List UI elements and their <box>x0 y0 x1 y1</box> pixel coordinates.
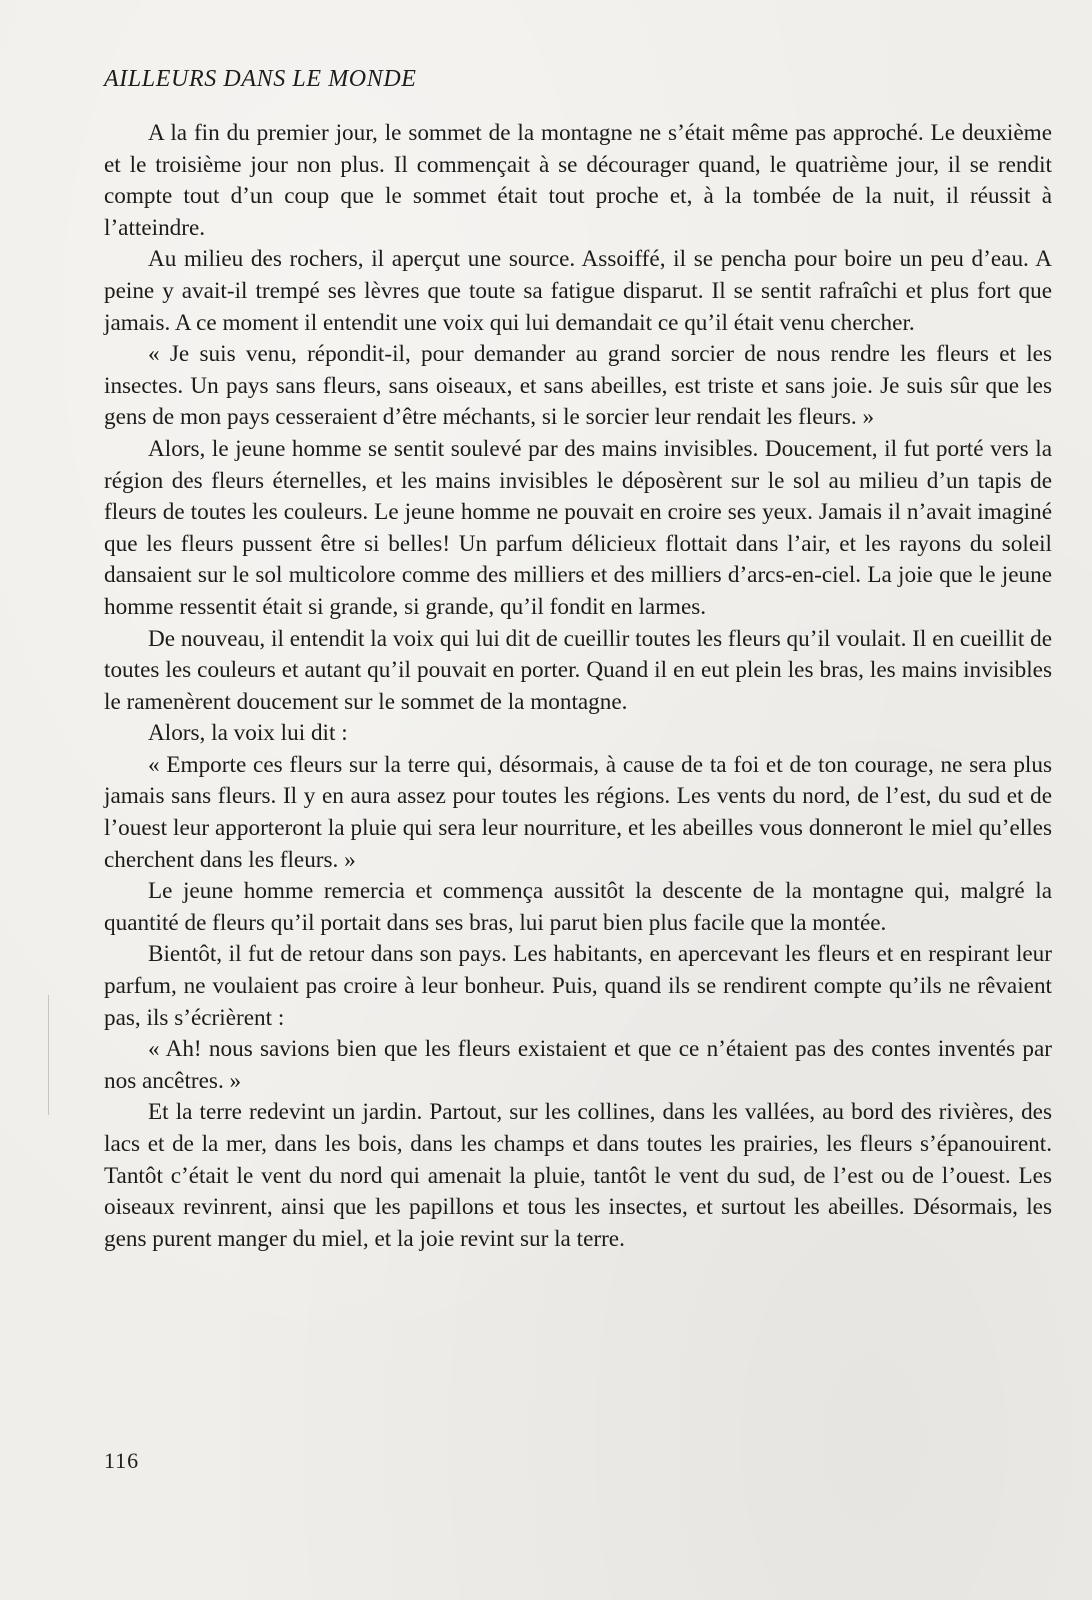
paragraph: « Emporte ces fleurs sur la terre qui, désormais, à cause de ta foi et de ton courage, ne sera plus jamais sans fleurs. Il y en aura assez pour toutes les régions. Les vents du nord, de l’est, du sud et de l’ouest leur apporteront la pluie qui sera leur nourriture, et les abeilles vous donneront le miel qu’elles cherchent dans les fleurs. » <box>104 751 1052 873</box>
paragraph: Le jeune homme remercia et commença aussitôt la descente de la montagne qui, malgré la quantité de fleurs qu’il portait dans ses bras, lui parut bien plus facile que la montée. <box>104 878 1052 936</box>
paragraph: « Ah! nous savions bien que les fleurs existaient et que ce n’étaient pas des contes inventés par nos ancêtres. » <box>104 1036 1052 1094</box>
paragraph: Alors, la voix lui dit : <box>148 720 348 747</box>
paragraph: Et la terre redevint un jardin. Partout, sur les collines, dans les vallées, au bord des rivières, des lacs et de la mer, dans les bois, dans les champs et dans toutes les prairies, les fleurs s’épanouirent. Tantôt c’était le vent du nord qui amenait la pluie, tantôt le vent du sud, de l’est ou de l’ouest. Les oiseaux revinrent, ainsi que les papillons et tous les insectes, et surtout les abeilles. Désormais, les gens purent manger du miel, et la joie revint sur la terre. <box>104 1099 1052 1252</box>
page-number: 116 <box>104 1448 140 1473</box>
paragraph: « Je suis venu, répondit-il, pour demander au grand sorcier de nous rendre les fleurs et les insectes. Un pays sans fleurs, sans oiseaux, et sans abeilles, est triste et sans joie. Je suis sûr que les gens de mon pays cesseraient d’être méchants, si le sorcier leur rendait les fleurs. » <box>104 341 1052 431</box>
body-text <box>104 118 1052 1255</box>
paragraph: De nouveau, il entendit la voix qui lui dit de cueillir toutes les fleurs qu’il voulait. Il en cueillit de toutes les couleurs et autant qu’il pouvait en porter. Quand il en eut plein les bras, les mains invisibles le ramenèrent doucement sur le sommet de la montagne. <box>104 625 1052 715</box>
paragraph: Alors, le jeune homme se sentit soulevé par des mains invisibles. Doucement, il fut porté vers la région des fleurs éternelles, et les mains invisibles le déposèrent sur le sol au milieu d’un tapis de fleurs de toutes les couleurs. Le jeune homme ne pouvait en croire ses yeux. Jamais il n’avait imaginé que les fleurs pussent être si belles! Un parfum délicieux flottait dans l’air, et les rayons du soleil dansaient sur le sol multicolore comme des milliers et des milliers d’arcs-en-ciel. La joie que le jeune homme ressentit était si grande, si grande, qu’il fondit en larmes. <box>104 435 1052 620</box>
paragraph: A la fin du premier jour, le sommet de la montagne ne s’était même pas approché. Le deuxième et le troisième jour non plus. Il commençait à se décourager quand, le quatrième jour, il se rendit compte tout d’un coup que le sommet était tout proche et, à la tombée de la nuit, il réussit à l’atteindre. <box>104 120 1052 241</box>
margin-crease <box>48 995 49 1115</box>
paragraph: Au milieu des rochers, il aperçut une source. Assoiffé, il se pencha pour boire un peu d’eau. A peine y avait-il trempé ses lèvres que toute sa fatigue disparut. Il se sentit rafraîchi et plus fort que jamais. A ce moment il entendit une voix qui lui demandait ce qu’il était venu chercher. <box>104 246 1052 336</box>
running-head: AILLEURS DANS LE MONDE <box>104 66 417 92</box>
paragraph: Bientôt, il fut de retour dans son pays. Les habitants, en apercevant les fleurs et en respirant leur parfum, ne voulaient pas croire à leur bonheur. Puis, quand ils se rendirent compte qu’ils ne rêvaient pas, ils s’écrièrent : <box>104 941 1052 1031</box>
